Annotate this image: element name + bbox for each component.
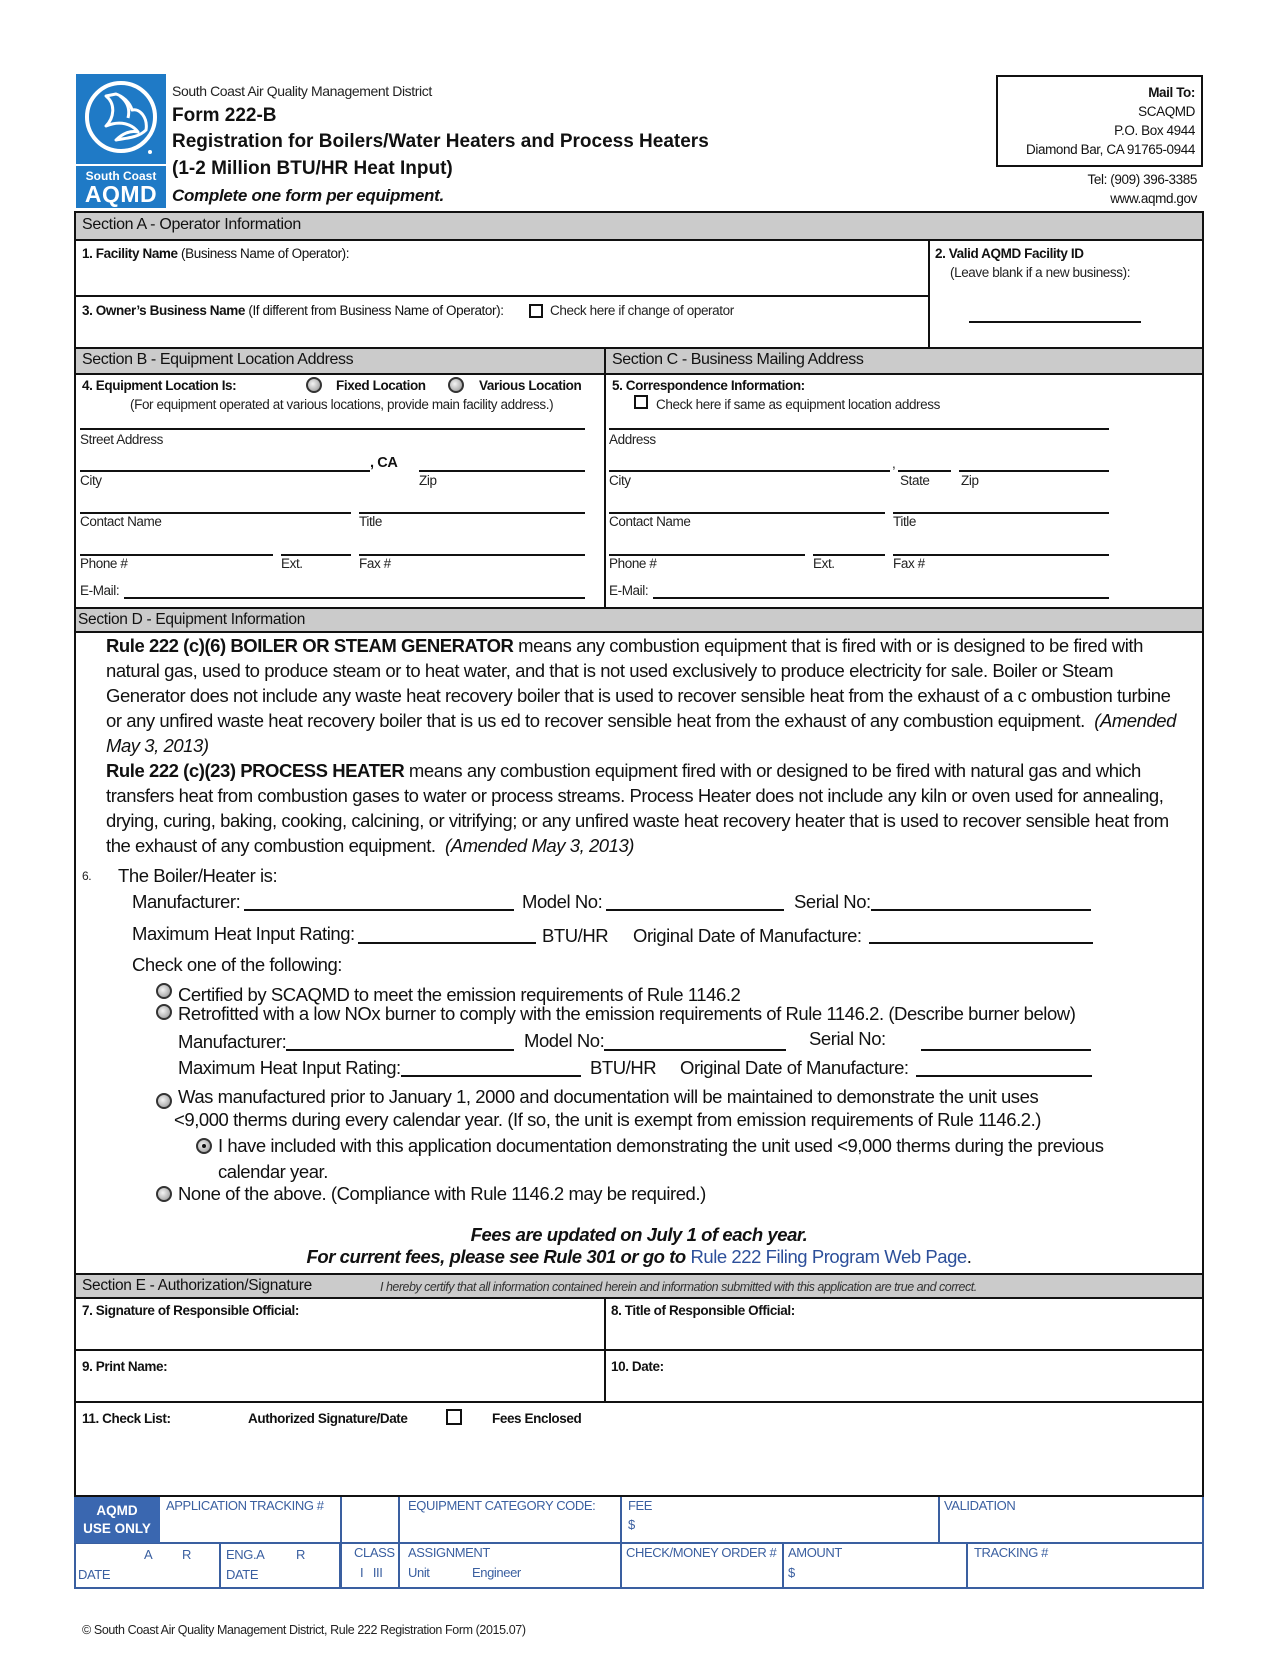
print-name-label: 9. Print Name: bbox=[82, 1359, 168, 1374]
tracking-label: TRACKING # bbox=[974, 1545, 1049, 1560]
assignment-label: ASSIGNMENT bbox=[408, 1545, 490, 1560]
facility-id-field[interactable] bbox=[969, 321, 1141, 323]
checklist-label: 11. Check List: bbox=[82, 1411, 171, 1426]
mailing-title-field[interactable] bbox=[893, 512, 1109, 514]
aqmd-use-only-badge bbox=[74, 1497, 160, 1543]
model-field[interactable] bbox=[606, 909, 784, 911]
section-e-header bbox=[76, 1275, 1202, 1299]
burner-max-heat-label: Maximum Heat Input Rating: bbox=[178, 1057, 401, 1078]
date-field[interactable] bbox=[606, 1375, 1200, 1401]
section-a-title: Section A - Operator Information bbox=[82, 216, 301, 233]
burner-model-label: Model No: bbox=[524, 1030, 605, 1051]
burner-manufacturer-label: Manufacturer: bbox=[178, 1031, 287, 1052]
burner-manufacturer-field[interactable] bbox=[286, 1049, 514, 1051]
various-location-label: Various Location bbox=[479, 378, 582, 393]
use-only-line1: AQMD bbox=[96, 1503, 138, 1518]
zip-label: Zip bbox=[419, 473, 437, 488]
validation-label: VALIDATION bbox=[944, 1498, 1016, 1513]
form-frame bbox=[74, 211, 1204, 1497]
boiler-heater-label: The Boiler/Heater is: bbox=[118, 865, 278, 886]
date-a-label: A bbox=[144, 1547, 153, 1562]
mailing-fax-field[interactable] bbox=[893, 554, 1109, 556]
mailing-contact-label: Contact Name bbox=[609, 514, 691, 529]
owner-name-field[interactable] bbox=[76, 321, 926, 347]
mailing-email-label: E-Mail: bbox=[609, 583, 649, 598]
same-address-checkbox[interactable] bbox=[634, 395, 648, 409]
date-label: 10. Date: bbox=[611, 1359, 664, 1374]
section-b-title: Section B - Equipment Location Address bbox=[82, 351, 354, 368]
facility-name-label-text: 1. Facility Name bbox=[82, 246, 178, 261]
form-number: Form 222-B bbox=[172, 105, 277, 126]
facility-name-field[interactable] bbox=[76, 265, 926, 295]
option-documentation-label: I have included with this application documentation demonstrating the unit used <9,000 therms during the previous bbox=[218, 1135, 1104, 1156]
mailing-ext-label: Ext. bbox=[813, 556, 835, 571]
email-label: E-Mail: bbox=[80, 583, 120, 598]
burner-btu-label: BTU/HR bbox=[590, 1057, 657, 1078]
mail-to-line1: SCAQMD bbox=[1138, 104, 1195, 119]
contact-name-label: Contact Name bbox=[80, 514, 162, 529]
eng-date-label: DATE bbox=[226, 1567, 259, 1582]
btu-label: BTU/HR bbox=[542, 925, 609, 946]
change-operator-checkbox[interactable] bbox=[529, 304, 543, 318]
mail-to-box bbox=[996, 75, 1203, 167]
max-heat-label: Maximum Heat Input Rating: bbox=[132, 923, 355, 944]
divider bbox=[966, 1542, 968, 1589]
option-pre2000-label2: <9,000 therms during every calendar year. (If so, the unit is exempt from emission requirements of Rule 1146.2.) bbox=[174, 1109, 1041, 1130]
fees-enclosed-label: Fees Enclosed bbox=[492, 1411, 582, 1426]
official-title-field[interactable] bbox=[606, 1319, 1200, 1349]
orig-date-label: Original Date of Manufacture: bbox=[633, 925, 862, 946]
owner-name-label bbox=[82, 303, 504, 318]
check-money-order-label: CHECK/MONEY ORDER # bbox=[626, 1545, 777, 1560]
district-name: South Coast Air Quality Management District bbox=[172, 83, 432, 99]
print-name-field[interactable] bbox=[76, 1375, 602, 1401]
equipment-location-label: 4. Equipment Location Is: bbox=[82, 378, 237, 393]
mail-to-label: Mail To: bbox=[1148, 85, 1195, 100]
option-retrofitted-label: Retrofitted with a low NOx burner to comply with the emission requirements of Rule 1146.2. (Describe burner below) bbox=[178, 1003, 1076, 1024]
section-c-title: Section C - Business Mailing Address bbox=[612, 351, 864, 368]
mailing-state-field[interactable] bbox=[898, 470, 951, 472]
divider bbox=[76, 1349, 1202, 1351]
state-ca-label: , CA bbox=[370, 455, 398, 471]
unit-label: Unit bbox=[408, 1565, 430, 1580]
comma: , bbox=[892, 456, 896, 471]
engineer-label: Engineer bbox=[472, 1565, 521, 1580]
mailing-title-label: Title bbox=[893, 514, 917, 529]
facility-id-label: 2. Valid AQMD Facility ID bbox=[935, 246, 1084, 261]
aqmd-dove-logo-icon bbox=[76, 74, 166, 164]
ext-label: Ext. bbox=[281, 556, 303, 571]
telephone: Tel: (909) 396-3385 bbox=[1087, 172, 1197, 187]
fax-label: Fax # bbox=[359, 556, 391, 571]
burner-model-field[interactable] bbox=[604, 1049, 786, 1051]
mailing-zip-label: Zip bbox=[961, 473, 979, 488]
equip-code-label: EQUIPMENT CATEGORY CODE: bbox=[408, 1498, 596, 1513]
divider bbox=[74, 1542, 1204, 1544]
email-field[interactable] bbox=[124, 597, 585, 599]
eng-a-label: ENG.A bbox=[226, 1547, 265, 1562]
phone-label: Phone # bbox=[80, 556, 128, 571]
max-heat-field[interactable] bbox=[358, 942, 536, 944]
form-subtitle: (1-2 Million BTU/HR Heat Input) bbox=[172, 158, 453, 179]
form-title: Registration for Boilers/Water Heaters and Process Heaters bbox=[172, 131, 709, 152]
authorized-signature-label: Authorized Signature/Date bbox=[248, 1411, 408, 1426]
serial-label: Serial No: bbox=[794, 891, 871, 912]
title-label: Title bbox=[359, 514, 383, 529]
option-documentation-label2: calendar year. bbox=[218, 1161, 328, 1182]
use-only-line2: USE ONLY bbox=[83, 1521, 151, 1536]
mailing-email-field[interactable] bbox=[653, 597, 1109, 599]
section-a-header bbox=[76, 213, 1202, 241]
divider bbox=[620, 1497, 622, 1589]
owner-name-label-text: 3. Owner’s Business Name bbox=[82, 303, 245, 318]
section-d-title: Section D - Equipment Information bbox=[78, 611, 306, 628]
aqmd-use-only-table bbox=[74, 1497, 1204, 1589]
divider bbox=[219, 1542, 221, 1589]
signature-label: 7. Signature of Responsible Official: bbox=[82, 1303, 299, 1318]
facility-name-label bbox=[82, 246, 349, 261]
title-field[interactable] bbox=[359, 512, 585, 514]
zip-field[interactable] bbox=[419, 470, 585, 472]
model-label: Model No: bbox=[522, 891, 603, 912]
rule-heater-title: Rule 222 (c)(23) PROCESS HEATER bbox=[106, 760, 405, 781]
rule-heater-definition bbox=[106, 758, 1176, 858]
divider bbox=[604, 347, 606, 609]
fixed-location-label: Fixed Location bbox=[336, 378, 426, 393]
check-one-label: Check one of the following: bbox=[132, 954, 342, 975]
rule-boiler-text: means any combustion equipment that is fired with or is designed to be fired with natural gas, used to produce steam or to heat water, and that is not used exclusively to produce electricity for sale. Boiler or Steam Generator does not include any waste heat recovery boiler that is used to recover sensible heat from the exhaust of a c ombustion turbine or any unfired waste heat recovery boiler that is us ed to recover sensible heat from the exhaust of any combustion equipment. bbox=[106, 635, 1171, 731]
divider bbox=[938, 1497, 940, 1543]
option-none-radio[interactable] bbox=[156, 1186, 172, 1202]
certification-statement: I hereby certify that all information contained herein and information submitted with this application are true and correct. bbox=[380, 1280, 977, 1294]
manufacturer-label: Manufacturer: bbox=[132, 891, 241, 912]
fees-notice-period: . bbox=[966, 1246, 972, 1267]
divider bbox=[76, 1401, 1202, 1403]
street-address-label: Street Address bbox=[80, 432, 163, 447]
mailing-zip-field[interactable] bbox=[959, 470, 1109, 472]
rule-222-web-page-link[interactable]: Rule 222 Filing Program Web Page bbox=[690, 1246, 967, 1267]
divider bbox=[74, 1587, 1204, 1589]
mail-to-line3: Diamond Bar, CA 91765-0944 bbox=[1026, 142, 1195, 157]
manufacturer-field[interactable] bbox=[244, 909, 514, 911]
option-pre2000-label: Was manufactured prior to January 1, 2000 and documentation will be maintained to demonstrate the unit uses bbox=[178, 1086, 1039, 1107]
website-link[interactable]: www.aqmd.gov bbox=[1110, 191, 1197, 206]
rule-heater-amended: (Amended May 3, 2013) bbox=[445, 835, 635, 856]
rule-heater-text: means any combustion equipment fired with or designed to be fired with natural gas and which transfers heat from combustion gases to water or process streams. Process Heater does not include any kiln or oven used for annealing, drying, curing, baking, cooking, calcining, or vitrifying; or any unfired waste heat recovery heater that is used to recover sensible heat from the exhaust of any combustion equipment. bbox=[106, 760, 1169, 856]
option-none-label: None of the above. (Compliance with Rule 1146.2 may be required.) bbox=[178, 1183, 706, 1204]
mail-to-line2: P.O. Box 4944 bbox=[1114, 123, 1195, 138]
fees-notice-line2 bbox=[76, 1246, 1202, 1268]
official-title-label: 8. Title of Responsible Official: bbox=[611, 1303, 795, 1318]
fax-field[interactable] bbox=[359, 554, 585, 556]
option-documentation-radio[interactable] bbox=[196, 1138, 212, 1154]
rule-boiler-title: Rule 222 (c)(6) BOILER OR STEAM GENERATOR bbox=[106, 635, 514, 656]
date-r-label: R bbox=[182, 1547, 191, 1562]
fee-label: FEE bbox=[628, 1498, 653, 1513]
rule-definitions bbox=[106, 633, 1176, 858]
facility-name-hint: (Business Name of Operator): bbox=[181, 246, 350, 261]
divider bbox=[339, 1542, 341, 1589]
eng-r-label: R bbox=[296, 1547, 305, 1562]
mailing-state-label: State bbox=[900, 473, 930, 488]
fees-notice-text: For current fees, please see Rule 301 or go to bbox=[306, 1246, 686, 1267]
divider bbox=[398, 1497, 400, 1589]
item-6-number: 6. bbox=[82, 869, 92, 883]
mailing-phone-label: Phone # bbox=[609, 556, 657, 571]
app-tracking-label: APPLICATION TRACKING # bbox=[166, 1498, 324, 1513]
section-e-title: Section E - Authorization/Signature bbox=[82, 1277, 312, 1294]
aqmd-logo bbox=[76, 74, 166, 208]
burner-serial-label: Serial No: bbox=[809, 1028, 886, 1049]
contact-info bbox=[996, 170, 1197, 208]
divider bbox=[76, 295, 928, 297]
divider bbox=[782, 1542, 784, 1589]
mailing-city-field[interactable] bbox=[609, 470, 890, 472]
mailing-fax-label: Fax # bbox=[893, 556, 925, 571]
date-label: DATE bbox=[78, 1567, 111, 1582]
copyright-footer: © South Coast Air Quality Management District, Rule 222 Registration Form (2015.07) bbox=[82, 1623, 526, 1637]
correspondence-label: 5. Correspondence Information: bbox=[612, 378, 805, 393]
fee-dollar: $ bbox=[628, 1517, 635, 1532]
option-certified-radio[interactable] bbox=[156, 983, 172, 999]
option-certified-label: Certified by SCAQMD to meet the emission requirements of Rule 1146.2 bbox=[178, 984, 741, 1005]
burner-serial-field[interactable] bbox=[921, 1049, 1091, 1051]
location-hint: (For equipment operated at various locations, provide main facility address.) bbox=[130, 397, 554, 412]
fees-notice-line1: Fees are updated on July 1 of each year. bbox=[470, 1224, 808, 1245]
amount-dollar: $ bbox=[788, 1565, 795, 1580]
serial-field[interactable] bbox=[871, 909, 1091, 911]
orig-date-field[interactable] bbox=[869, 942, 1093, 944]
owner-name-hint: (If different from Business Name of Operator): bbox=[248, 303, 504, 318]
facility-id-hint: (Leave blank if a new business): bbox=[950, 265, 1131, 280]
logo-line2: AQMD bbox=[84, 181, 158, 207]
change-operator-label: Check here if change of operator bbox=[550, 303, 734, 318]
burner-orig-date-field[interactable] bbox=[916, 1075, 1092, 1077]
mailing-address-label: Address bbox=[609, 432, 656, 447]
divider bbox=[928, 239, 930, 349]
option-pre2000-radio[interactable] bbox=[156, 1093, 172, 1109]
amount-label: AMOUNT bbox=[788, 1545, 842, 1560]
various-location-radio[interactable] bbox=[448, 377, 464, 393]
rule-boiler-definition bbox=[106, 633, 1176, 758]
city-label: City bbox=[80, 473, 102, 488]
class-label: CLASS bbox=[354, 1545, 395, 1560]
burner-orig-date-label: Original Date of Manufacture: bbox=[680, 1057, 909, 1078]
option-retrofitted-radio[interactable] bbox=[156, 1004, 172, 1020]
same-address-label: Check here if same as equipment location address bbox=[656, 397, 940, 412]
city-field[interactable] bbox=[80, 470, 370, 472]
class-values: I III bbox=[360, 1565, 383, 1580]
logo-line1: South Coast bbox=[85, 169, 157, 183]
form-note: Complete one form per equipment. bbox=[172, 186, 444, 205]
mailing-city-label: City bbox=[609, 473, 631, 488]
fees-enclosed-checkbox[interactable] bbox=[446, 1409, 462, 1425]
aqmd-logo-text bbox=[76, 166, 166, 208]
rule-boiler-amended: (Amended May 3, 2013) bbox=[106, 710, 1176, 756]
fixed-location-radio[interactable] bbox=[306, 377, 322, 393]
section-d-header bbox=[76, 609, 1202, 633]
mailing-address-field[interactable] bbox=[609, 428, 1109, 430]
street-address-field[interactable] bbox=[80, 428, 585, 430]
signature-field[interactable] bbox=[76, 1319, 602, 1349]
burner-max-heat-field[interactable] bbox=[401, 1075, 581, 1077]
